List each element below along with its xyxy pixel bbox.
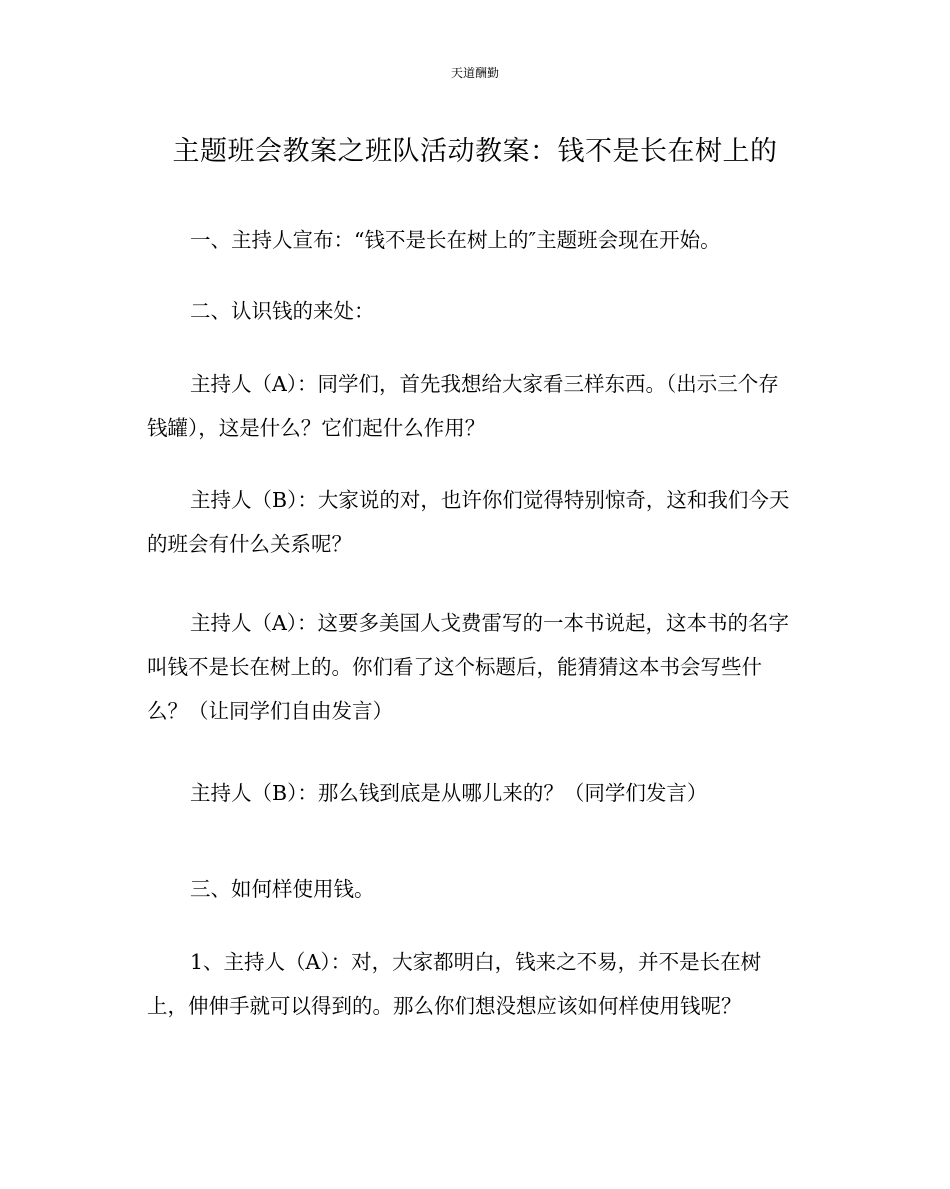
paragraph-7: 三、如何样使用钱。 (190, 877, 375, 901)
paragraph-4: 主持人（B）：大家说的对，也许你们觉得特别惊奇，这和我们今天的班会有什么关系呢？ (147, 488, 790, 556)
paragraph-5: 主持人（A）：这要多美国人戈费雷写的一本书说起，这本书的名字叫钱不是长在树上的。你们看了这个标题后，能猜猜这本书会写些什么？（让同学们自由发言） (147, 611, 790, 723)
paragraph-8: 1、主持人（A）：对，大家都明白，钱来之不易，并不是长在树上，伸伸手就可以得到的。那么你们想没想应该如何样使用钱呢？ (147, 950, 762, 1018)
document-title: 主题班会教案之班队活动教案：钱不是长在树上的 (172, 136, 778, 167)
paragraph-6: 主持人（B）：那么钱到底是从哪儿来的？（同学们发言） (190, 781, 708, 805)
paragraph-3: 主持人（A）：同学们，首先我想给大家看三样东西。（出示三个存钱罐），这是什么？它们起什么作用？ (147, 372, 779, 440)
paragraph-2: 二、认识钱的来处： (190, 299, 375, 323)
page-header: 天道酬勤 (450, 66, 499, 80)
paragraph-1: 一、主持人宣布：“钱不是长在树上的″主题班会现在开始。 (190, 228, 721, 252)
